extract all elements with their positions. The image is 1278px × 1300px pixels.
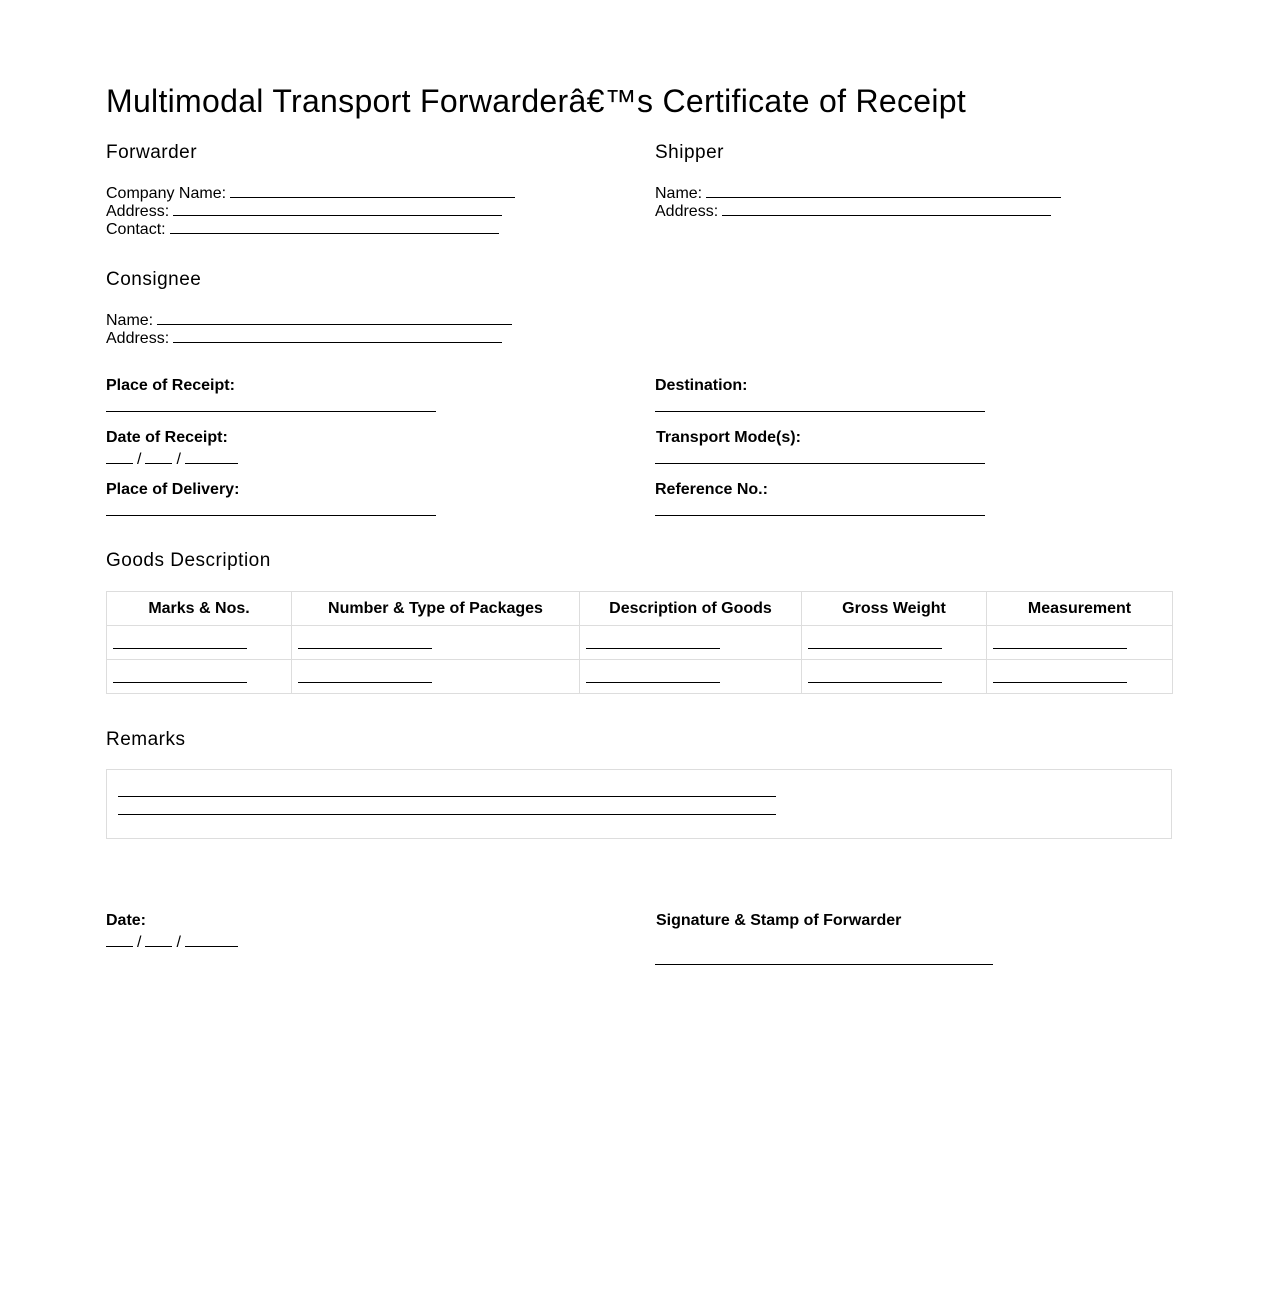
description-cell[interactable] xyxy=(580,626,802,660)
remarks-line-1[interactable] xyxy=(118,796,776,797)
shipper-address-input[interactable] xyxy=(722,201,1051,216)
consignee-heading: Consignee xyxy=(106,269,202,290)
signature-input[interactable] xyxy=(655,964,993,965)
date-of-receipt-input[interactable] xyxy=(106,449,238,469)
gross-weight-input[interactable] xyxy=(808,648,942,649)
description-input[interactable] xyxy=(586,648,720,649)
signature-label: Signature & Stamp of Forwarder xyxy=(656,912,902,929)
reference-no-input[interactable] xyxy=(655,515,985,516)
place-of-delivery-label: Place of Delivery: xyxy=(106,481,240,498)
packages-cell[interactable] xyxy=(292,660,580,694)
table-row xyxy=(107,660,1173,694)
shipper-name-input[interactable] xyxy=(706,183,1061,198)
marks-input[interactable] xyxy=(113,682,247,683)
place-of-receipt-label: Place of Receipt: xyxy=(106,377,235,394)
footer-date-month[interactable] xyxy=(145,932,172,947)
date-separator: / xyxy=(137,934,142,951)
measurement-cell[interactable] xyxy=(987,660,1173,694)
gross-weight-input[interactable] xyxy=(808,682,942,683)
date-of-receipt-day[interactable] xyxy=(106,449,133,464)
date-of-receipt-month[interactable] xyxy=(145,449,172,464)
goods-table xyxy=(106,591,1173,694)
forwarder-heading: Forwarder xyxy=(106,142,198,163)
column-header-packages: Number & Type of Packages xyxy=(292,592,580,626)
marks-input[interactable] xyxy=(113,648,247,649)
forwarder-contact-label: Contact: xyxy=(106,221,166,238)
marks-cell[interactable] xyxy=(107,626,292,660)
packages-cell[interactable] xyxy=(292,626,580,660)
shipper-address-label: Address: xyxy=(655,203,719,220)
transport-modes-label: Transport Mode(s): xyxy=(656,429,801,446)
reference-no-label: Reference No.: xyxy=(655,481,768,498)
description-cell[interactable] xyxy=(580,660,802,694)
marks-cell[interactable] xyxy=(107,660,292,694)
date-separator: / xyxy=(176,934,181,951)
gross-weight-cell[interactable] xyxy=(802,660,987,694)
place-of-receipt-input[interactable] xyxy=(106,411,436,412)
footer-date-input[interactable] xyxy=(106,932,238,952)
forwarder-address-label: Address: xyxy=(106,203,170,220)
forwarder-contact-field[interactable] xyxy=(106,219,499,239)
destination-label: Destination: xyxy=(655,377,748,394)
shipper-address-field[interactable] xyxy=(655,201,1051,221)
measurement-cell[interactable] xyxy=(987,626,1173,660)
footer-date-year[interactable] xyxy=(185,932,238,947)
measurement-input[interactable] xyxy=(993,648,1127,649)
consignee-name-input[interactable] xyxy=(157,310,512,325)
destination-input[interactable] xyxy=(655,411,985,412)
consignee-name-label: Name: xyxy=(106,312,154,329)
footer-date-day[interactable] xyxy=(106,932,133,947)
date-of-receipt-year[interactable] xyxy=(185,449,238,464)
forwarder-address-field[interactable] xyxy=(106,201,502,221)
forwarder-contact-input[interactable] xyxy=(170,219,499,234)
column-header-measurement: Measurement xyxy=(987,592,1173,626)
gross-weight-cell[interactable] xyxy=(802,626,987,660)
shipper-heading: Shipper xyxy=(655,142,724,163)
remarks-line-2[interactable] xyxy=(118,814,776,815)
consignee-address-label: Address: xyxy=(106,330,170,347)
packages-input[interactable] xyxy=(298,682,432,683)
goods-description-heading: Goods Description xyxy=(106,550,271,571)
table-row xyxy=(107,626,1173,660)
transport-modes-input[interactable] xyxy=(655,463,985,464)
page-title: Multimodal Transport Forwarderâ€™s Certificate of Receipt xyxy=(106,83,967,119)
remarks-box[interactable] xyxy=(106,769,1172,839)
date-separator: / xyxy=(176,451,181,468)
forwarder-address-input[interactable] xyxy=(173,201,502,216)
consignee-address-input[interactable] xyxy=(173,328,502,343)
forwarder-company-name-label: Company Name: xyxy=(106,185,227,202)
column-header-marks: Marks & Nos. xyxy=(107,592,292,626)
shipper-name-field[interactable] xyxy=(655,183,1061,203)
measurement-input[interactable] xyxy=(993,682,1127,683)
remarks-heading: Remarks xyxy=(106,729,186,750)
goods-table-header-row xyxy=(107,592,1173,626)
forwarder-company-name-field[interactable] xyxy=(106,183,515,203)
packages-input[interactable] xyxy=(298,648,432,649)
place-of-delivery-input[interactable] xyxy=(106,515,436,516)
consignee-name-field[interactable] xyxy=(106,310,512,330)
shipper-name-label: Name: xyxy=(655,185,703,202)
description-input[interactable] xyxy=(586,682,720,683)
consignee-address-field[interactable] xyxy=(106,328,502,348)
forwarder-company-name-input[interactable] xyxy=(230,183,515,198)
footer-date-label: Date: xyxy=(106,912,147,929)
column-header-description: Description of Goods xyxy=(580,592,802,626)
date-of-receipt-label: Date of Receipt: xyxy=(106,429,228,446)
date-separator: / xyxy=(137,451,142,468)
column-header-gross-weight: Gross Weight xyxy=(802,592,987,626)
